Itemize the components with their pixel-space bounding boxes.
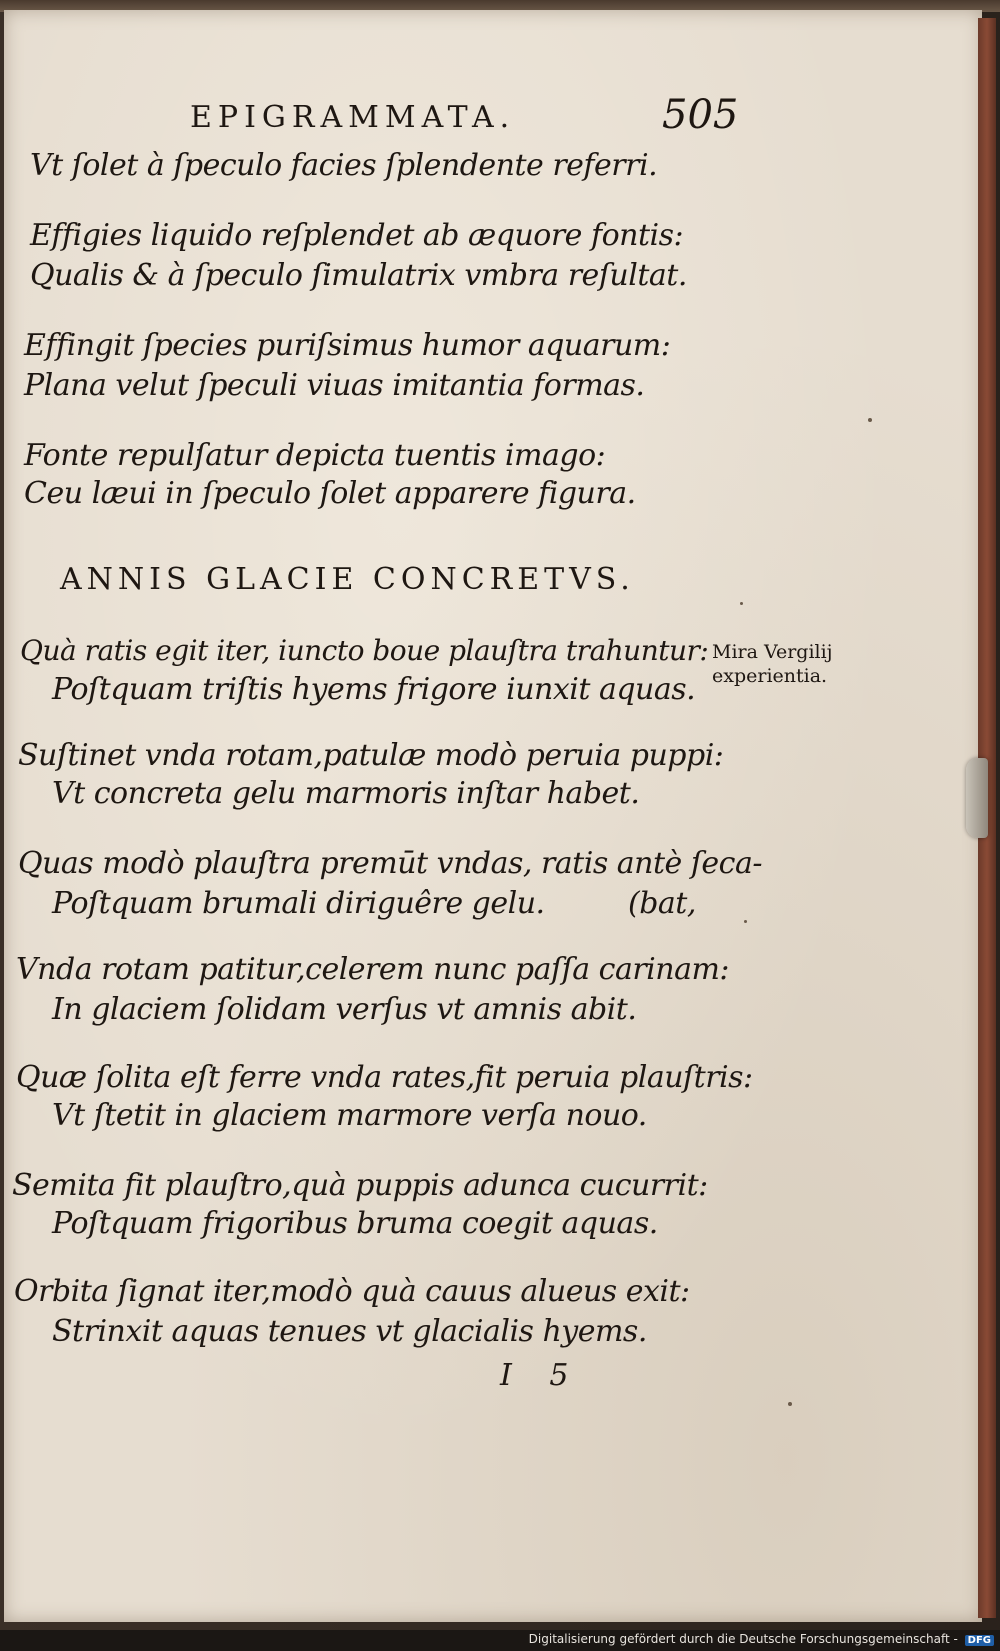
marginal-note-line1: Mira Vergilij <box>712 641 833 663</box>
verse-line: Vt ſolet à ſpeculo facies ſplendente referri. <box>30 148 658 183</box>
verse-line: Plana velut ſpeculi viuas imitantia formas. <box>24 368 645 403</box>
verse-line: Poſtquam triſtis hyems frigore iunxit aquas. <box>52 672 696 707</box>
dfg-logo: DFG <box>965 1635 994 1646</box>
verse-line: Fonte repulſatur depicta tuentis imago: <box>24 438 606 473</box>
verse-line: In glaciem ſolidam verſus vt amnis abit. <box>52 992 637 1027</box>
verse-line: Poſtquam brumali diriguêre gelu. <box>52 886 545 921</box>
paper-speck <box>744 920 747 923</box>
paper-speck <box>740 602 743 605</box>
digitization-credit <box>529 1632 994 1646</box>
section-title: ANNIS GLACIE CONCRETVS. <box>60 562 635 597</box>
verse-line: Qualis & à ſpeculo ſimulatrix vmbra reſultat. <box>30 258 687 293</box>
page-clip <box>966 758 988 838</box>
verse-line: Vnda rotam patitur,celerem nunc paſſa carinam: <box>16 952 730 987</box>
verse-turnover: (bat, <box>628 886 696 921</box>
verse-line: Suſtinet vnda rotam,patulæ modò peruia puppi: <box>18 738 724 773</box>
verse-line: Quæ ſolita eſt ferre vnda rates,fit peruia plauſtris: <box>16 1060 753 1095</box>
running-title: EPIGRAMMATA. <box>190 100 516 135</box>
verse-line: Effigies liquido reſplendet ab æquore fontis: <box>30 218 684 253</box>
verse-line: Quas modò plauſtra premūt vndas, ratis antè ſeca- <box>18 846 763 881</box>
paper-speck <box>788 1402 792 1406</box>
verse-line: Poſtquam frigoribus bruma coegit aquas. <box>52 1206 658 1241</box>
verse-line: Strinxit aquas tenues vt glacialis hyems. <box>52 1314 647 1349</box>
verse-line: Vt concreta gelu marmoris inſtar habet. <box>52 776 640 811</box>
verse-line: Quà ratis egit iter, iuncto boue plauſtra trahuntur: <box>20 634 709 667</box>
verse-line: Ceu læui in ſpeculo ſolet apparere figura. <box>24 476 636 511</box>
verse-line: Vt ſtetit in glaciem marmore verſa nouo. <box>52 1098 647 1133</box>
paper-speck <box>868 418 872 422</box>
marginal-note-line2: experientia. <box>712 665 828 687</box>
verse-line: Orbita ſignat iter,modò quà cauus alueus exit: <box>14 1274 690 1309</box>
page-number: 505 <box>662 92 739 138</box>
credit-text: Digitalisierung gefördert durch die Deutsche Forschungsgemeinschaft - <box>528 1632 958 1646</box>
signature-mark: I 5 <box>500 1358 583 1393</box>
verse-line: Effingit ſpecies puriſsimus humor aquarum: <box>24 328 671 363</box>
verse-line: Semita fit plauſtro,quà puppis adunca cucurrit: <box>12 1168 708 1203</box>
